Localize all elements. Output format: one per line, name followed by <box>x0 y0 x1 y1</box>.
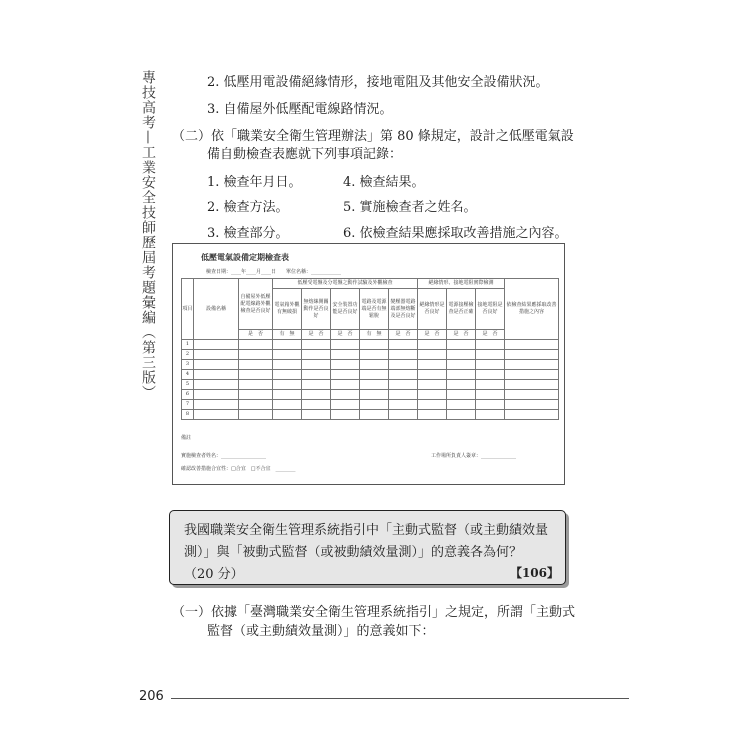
table-row: 7 <box>182 400 559 410</box>
question-box <box>169 510 566 585</box>
have-none-header: 有 無 <box>273 330 302 340</box>
have-none-header: 有 無 <box>360 330 389 340</box>
paragraph-2-line-1: （二）依「職業安全衛生管理辦法」第 80 條規定，設計之低壓電氣設 <box>172 129 574 144</box>
col-header-panel-group: 低壓受電盤及分電盤之動作試驗及外觀檢查 <box>273 279 418 289</box>
col-header-item: 項目 <box>182 279 194 340</box>
table-row: 6 <box>182 390 559 400</box>
col-header-i1: 絕緣情形是否良好 <box>418 289 447 330</box>
inspection-table <box>181 278 559 420</box>
form-notes-label: 備註 <box>181 435 192 441</box>
table-row: 8 <box>182 410 559 420</box>
form-inspector-signature: 實施檢查者姓名：__________________ <box>181 453 267 459</box>
answer-line-1: （一）依據「臺灣職業安全衛生管理系統指引」之規定，所謂「主動式 <box>172 605 576 620</box>
question-line-2: 測）」與「被動式監督（或被動績效量測）」的意義各為何？ <box>184 545 523 560</box>
question-text <box>184 520 559 586</box>
form-title: 低壓電氣設備定期檢查表 <box>201 252 289 262</box>
paragraph-2-line-2: 備自動檢查表應就下列事項記錄： <box>207 147 403 162</box>
col-header-insulation-group: 絕緣情形、接地電阻實際檢測 <box>418 279 505 289</box>
col-header-g2: 無熔絲開關動作是否良好 <box>302 289 331 330</box>
col-header-g3: 安全裝置功能是否良好 <box>331 289 360 330</box>
footer-rule <box>171 698 629 699</box>
form-date-unit: 檢查日期：____年____月____日 單位名稱：____________ <box>206 269 342 275</box>
question-line-1: 我國職業安全衛生管理系統指引中「主動式監督（或主動績效量 <box>184 523 549 538</box>
list-item-3: 3. 檢查部分。 <box>207 226 289 241</box>
answer-line-2: 監督（或主動績效量測）」的意義如下： <box>207 624 435 639</box>
list-item-1: 1. 檢查年月日。 <box>207 175 302 190</box>
page-number: 206 <box>139 689 164 704</box>
item-3: 3. 自備屋外低壓配電線路情況。 <box>207 102 393 117</box>
table-row: 3 <box>182 360 559 370</box>
col-header-g1: 電氣箱外觀有無破損 <box>273 289 302 330</box>
yes-no-header: 是 否 <box>476 330 505 340</box>
form-manager-signature: 工作場所負責人簽章：______________ <box>431 453 517 459</box>
col-header-name: 設備名稱 <box>194 279 239 340</box>
yes-no-header: 是 否 <box>447 330 476 340</box>
col-header-outdoor: 自備屋外低壓配電線路外觀檢查是否良好 <box>239 279 273 330</box>
list-item-2: 2. 檢查方法。 <box>207 200 289 215</box>
yes-no-header: 是 否 <box>389 330 418 340</box>
table-row: 4 <box>182 370 559 380</box>
list-item-5: 5. 實施檢查者之姓名。 <box>343 200 477 215</box>
yes-no-header: 是 否 <box>302 330 331 340</box>
table-row: 5 <box>182 380 559 390</box>
list-item-4: 4. 檢查結果。 <box>343 175 425 190</box>
form-improvement-check: 確認改善措施合宜性：□合宜 □不合宜 ________ <box>181 466 296 472</box>
item-2: 2. 低壓用電設備絕緣情形，接地電阻及其他安全設備狀況。 <box>207 75 549 90</box>
table-row: 2 <box>182 350 559 360</box>
yes-no-header: 是 否 <box>331 330 360 340</box>
col-header-g4: 電路及電源端是否有無鬆脫 <box>360 289 389 330</box>
question-year-tag: 【106】 <box>509 566 559 580</box>
inspection-form <box>172 243 565 485</box>
col-header-i3: 接地電阻是否良好 <box>476 289 505 330</box>
col-header-g5: 變壓器電路端部無熔斷及是否良好 <box>389 289 418 330</box>
table-row: 1 <box>182 340 559 350</box>
yes-no-header: 是 否 <box>239 330 273 340</box>
list-item-6: 6. 依檢查結果應採取改善措施之內容。 <box>343 226 568 241</box>
col-header-result: 依檢查結果應採取改善措施之內容 <box>505 279 559 340</box>
col-header-i2: 電源接壓檢查是否正確 <box>447 289 476 330</box>
yes-no-header: 是 否 <box>418 330 447 340</box>
book-side-title: 專技高考—工業安全技師歷屆考題彙編（第三版） <box>140 70 156 400</box>
question-line-3: （20 分） <box>184 567 244 582</box>
